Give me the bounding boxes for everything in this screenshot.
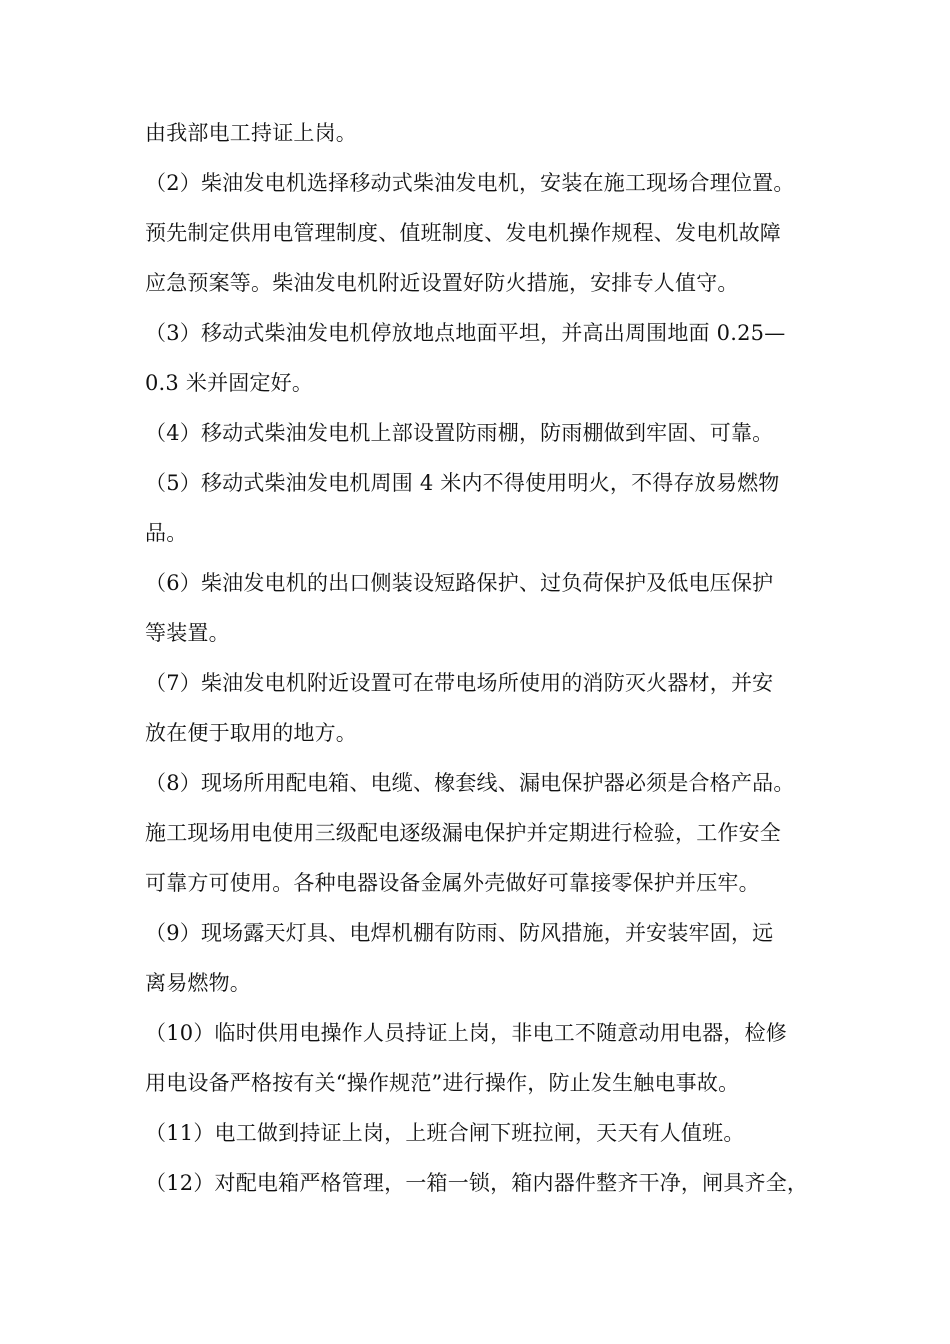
text-line: （9）现场露天灯具、电焊机棚有防雨、防风措施，并安装牢固，远 <box>145 921 774 945</box>
text-line: （2）柴油发电机选择移动式柴油发电机，安装在施工现场合理位置。 <box>145 171 795 195</box>
text-line: 施工现场用电使用三级配电逐级漏电保护并定期进行检验，工作安全 <box>145 821 781 845</box>
text-line: 离易燃物。 <box>145 971 251 995</box>
text-line: 0.3 米并固定好。 <box>145 371 314 395</box>
text-line: （3）移动式柴油发电机停放地点地面平坦，并高出周围地面 0.25— <box>145 321 786 345</box>
text-line: （4）移动式柴油发电机上部设置防雨棚，防雨棚做到牢固、可靠。 <box>145 421 774 445</box>
text-line: （10）临时供用电操作人员持证上岗，非电工不随意动用电器，检修 <box>145 1021 787 1045</box>
text-line: 用电设备严格按有关“操作规范”进行操作，防止发生触电事故。 <box>145 1071 740 1095</box>
text-line: （5）移动式柴油发电机周围 4 米内不得使用明火，不得存放易燃物 <box>145 471 780 495</box>
text-line: 预先制定供用电管理制度、值班制度、发电机操作规程、发电机故障 <box>145 221 781 245</box>
text-line: 应急预案等。柴油发电机附近设置好防火措施，安排专人值守。 <box>145 271 739 295</box>
text-line: （12）对配电箱严格管理，一箱一锁，箱内器件整齐干净，闸具齐全， <box>145 1171 809 1195</box>
text-line: 由我部电工持证上岗。 <box>145 121 357 145</box>
text-line: （6）柴油发电机的出口侧装设短路保护、过负荷保护及低电压保护 <box>145 571 774 595</box>
text-line: （11）电工做到持证上岗，上班合闸下班拉闸，天天有人值班。 <box>145 1121 745 1145</box>
text-line: 放在便于取用的地方。 <box>145 721 357 745</box>
text-line: 品。 <box>145 521 188 545</box>
text-line: （7）柴油发电机附近设置可在带电场所使用的消防灭火器材，并安 <box>145 671 774 695</box>
text-line: 可靠方可使用。各种电器设备金属外壳做好可靠接零保护并压牢。 <box>145 871 760 895</box>
text-line: 等装置。 <box>145 621 230 645</box>
text-line: （8）现场所用配电箱、电缆、橡套线、漏电保护器必须是合格产品。 <box>145 771 795 795</box>
